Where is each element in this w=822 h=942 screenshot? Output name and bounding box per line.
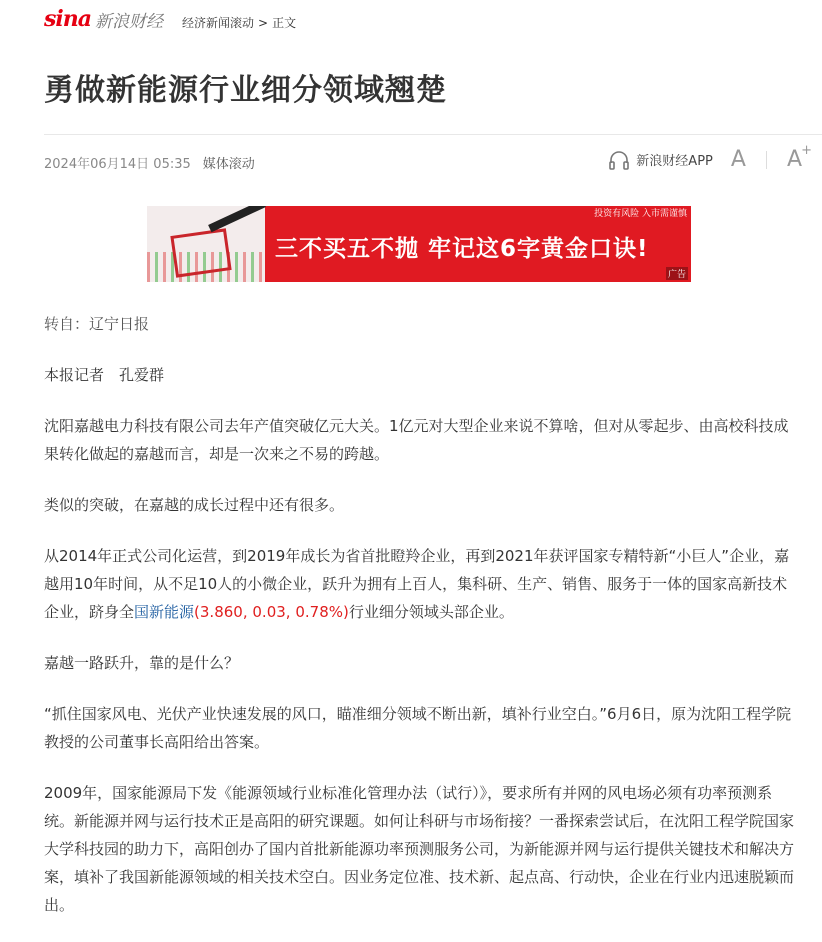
stock-quote-comma-2: , <box>285 603 296 621</box>
ad-risk-notice: 投资有风险 入市需谨慎 <box>594 206 687 219</box>
paragraph-6: 2009年，国家能源局下发《能源领域行业标准化管理办法（试行）》，要求所有并网的风电场必须有功率预测系统。新能源并网与运行技术正是高阳的研究课题。如何让科研与市场衔接？一番探索尝试后，在沈阳工程学院国家大学科技园的助力下，高阳创办了国内首批新能源功率预测服务公司，为新能源并网与运行提供关键技术和解决方案，填补了我国新能源领域的相关技术空白。因业务定位准、技术新、起点高、行动快，企业在行业内迅速脱颖而出。 <box>44 784 795 914</box>
publish-datetime: 2024年06月14日 05:35 <box>44 157 191 172</box>
stock-quote <box>194 603 349 621</box>
paragraph-3-text-before: 从2014年正式公司化运营，到2019年成长为省首批瞪羚企业，再到2021年获评国家专精特新“小巨人”企业，嘉越用10年时间，从不足10人的小微企业，跃升为拥有上百人，集科研、生产、销售、服务于一体的国家高新技术企业，跻身全 <box>44 547 790 621</box>
font-increase-plus: + <box>801 143 812 158</box>
finance-logo-text: 新浪财经 <box>95 11 163 32</box>
breadcrumb <box>182 14 296 31</box>
toolbar-divider <box>766 151 767 169</box>
stock-quote-comma-1: , <box>242 603 253 621</box>
paragraph-4: 嘉越一路跃升，靠的是什么？ <box>44 654 240 672</box>
font-increase-icon[interactable] <box>786 143 812 172</box>
ad-banner[interactable] <box>147 206 691 282</box>
sina-finance-logo[interactable] <box>44 6 163 32</box>
paragraph-1: 沈阳嘉越电力科技有限公司去年产值突破亿元大关。1亿元对大型企业来说不算啥，但对从零起步、由高校科技成果转化做起的嘉越而言，却是一次来之不易的跨越。 <box>44 417 789 463</box>
paragraph-2: 类似的突破，在嘉越的成长过程中还有很多。 <box>44 496 345 514</box>
stock-quote-close: ) <box>343 603 349 621</box>
pen-graphic <box>208 206 266 232</box>
title-divider <box>44 134 822 135</box>
font-decrease-icon[interactable]: A <box>730 147 746 172</box>
breadcrumb-item-news-roll[interactable]: 经济新闻滚动 <box>182 16 255 30</box>
paragraph-3-text-after: 行业细分领域头部企业。 <box>348 603 514 621</box>
ad-label: 广告 <box>666 267 688 280</box>
reprint-source: 转自：辽宁日报 <box>44 315 150 333</box>
app-label: 新浪财经APP <box>636 154 713 169</box>
article-toolbar <box>608 143 822 172</box>
headphones-icon <box>608 150 630 170</box>
font-increase-letter: A <box>786 147 802 172</box>
app-download-link[interactable] <box>608 150 713 170</box>
paragraph-3 <box>44 542 794 626</box>
breadcrumb-item-current: 正文 <box>272 16 297 30</box>
paragraph-5: “抓住国家风电、光伏产业快速发展的风口，瞄准细分领域不断出新，填补行业空白。”6月6日，原为沈阳工程学院教授的公司董事长高阳给出答案。 <box>44 705 792 751</box>
reporter-line: 本报记者 孔爱群 <box>44 366 165 384</box>
ad-headline: 三不买五不抛 牢记这6字黄金口诀! <box>275 236 649 262</box>
article-meta <box>44 153 255 172</box>
article-source[interactable]: 媒体滚动 <box>202 157 255 172</box>
stock-change: 0.03 <box>252 603 286 621</box>
stamp-graphic <box>170 228 231 277</box>
stock-price: 3.860 <box>199 603 243 621</box>
site-header <box>0 0 822 40</box>
stock-quote-open: ( <box>194 603 200 621</box>
article-title: 勇做新能源行业细分领域翘楚 <box>44 73 447 108</box>
sina-logo-text: sina <box>44 6 91 32</box>
stock-link[interactable]: 国新能源 <box>134 603 195 621</box>
article-body <box>44 310 794 942</box>
breadcrumb-separator: > <box>258 16 269 30</box>
ad-illustration <box>147 206 265 282</box>
stock-change-pct: 0.78% <box>295 603 343 621</box>
